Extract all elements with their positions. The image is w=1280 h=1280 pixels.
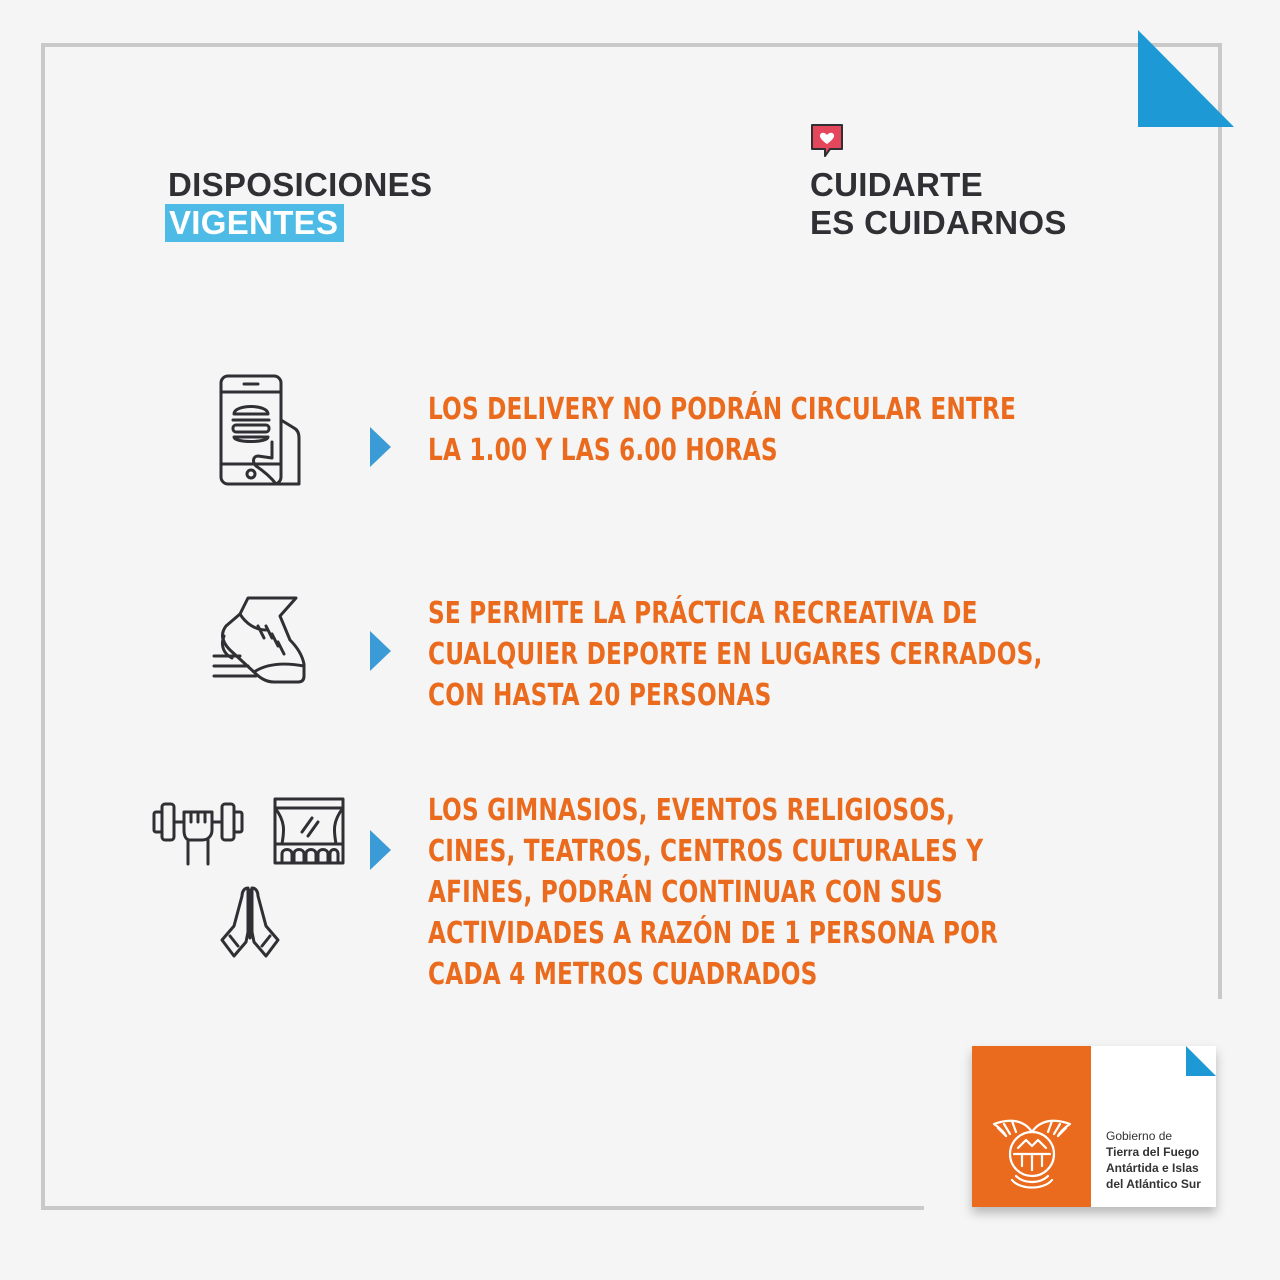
- message-line: SE PERMITE LA PRÁCTICA RECREATIVA DE: [428, 596, 978, 631]
- coat-of-arms-icon: [984, 1110, 1080, 1198]
- message-line: ACTIVIDADES A RAZÓN DE 1 PERSONA POR: [428, 916, 999, 951]
- slogan-line-1: CUIDARTE: [810, 166, 983, 203]
- border-frame-right: [1218, 43, 1222, 999]
- government-logo: [972, 1046, 1216, 1207]
- title-highlight: VIGENTES: [165, 204, 344, 242]
- logo-line-2: Tierra del Fuego: [1106, 1145, 1200, 1159]
- corner-fold-decoration: [1138, 30, 1234, 127]
- border-frame-bottom: [41, 1206, 924, 1210]
- message-line: LA 1.00 Y LAS 6.00 HORAS: [428, 433, 778, 468]
- message-line: LOS DELIVERY NO PODRÁN CIRCULAR ENTRE: [428, 392, 1017, 427]
- logo-line-4: del Atlántico Sur: [1106, 1177, 1201, 1191]
- logo-orange-panel: [972, 1046, 1091, 1207]
- message-3: [428, 790, 998, 995]
- message-line: LOS GIMNASIOS, EVENTOS RELIGIOSOS,: [428, 793, 956, 828]
- message-line: CADA 4 METROS CUADRADOS: [428, 957, 818, 992]
- dumbbell-icon: [152, 796, 244, 868]
- logo-line-3: Antártida e Islas: [1106, 1161, 1199, 1175]
- logo-line-1: Gobierno de: [1106, 1129, 1173, 1143]
- message-line: CUALQUIER DEPORTE EN LUGARES CERRADOS,: [428, 637, 1043, 672]
- logo-corner-fold: [1186, 1046, 1216, 1076]
- title-line-1: DISPOSICIONES: [168, 166, 433, 203]
- theater-stage-icon: [272, 796, 346, 866]
- message-line: AFINES, PODRÁN CONTINUAR CON SUS: [428, 875, 943, 910]
- praying-hands-icon: [216, 882, 284, 960]
- bullet-arrow: [370, 830, 391, 870]
- logo-text: [1106, 1128, 1201, 1192]
- bullet-arrow: [370, 427, 391, 467]
- slogan-line-2: ES CUIDARNOS: [810, 204, 1067, 241]
- message-1: [428, 389, 1016, 471]
- message-2: [428, 593, 1043, 716]
- bullet-arrow: [370, 631, 391, 671]
- running-shoe-icon: [210, 592, 310, 688]
- page-title: [168, 166, 432, 242]
- phone-delivery-icon: [214, 370, 306, 490]
- heart-chat-icon: [808, 122, 846, 160]
- message-line: CINES, TEATROS, CENTROS CULTURALES Y: [428, 834, 984, 869]
- message-line: CON HASTA 20 PERSONAS: [428, 678, 772, 713]
- slogan: [810, 166, 1067, 242]
